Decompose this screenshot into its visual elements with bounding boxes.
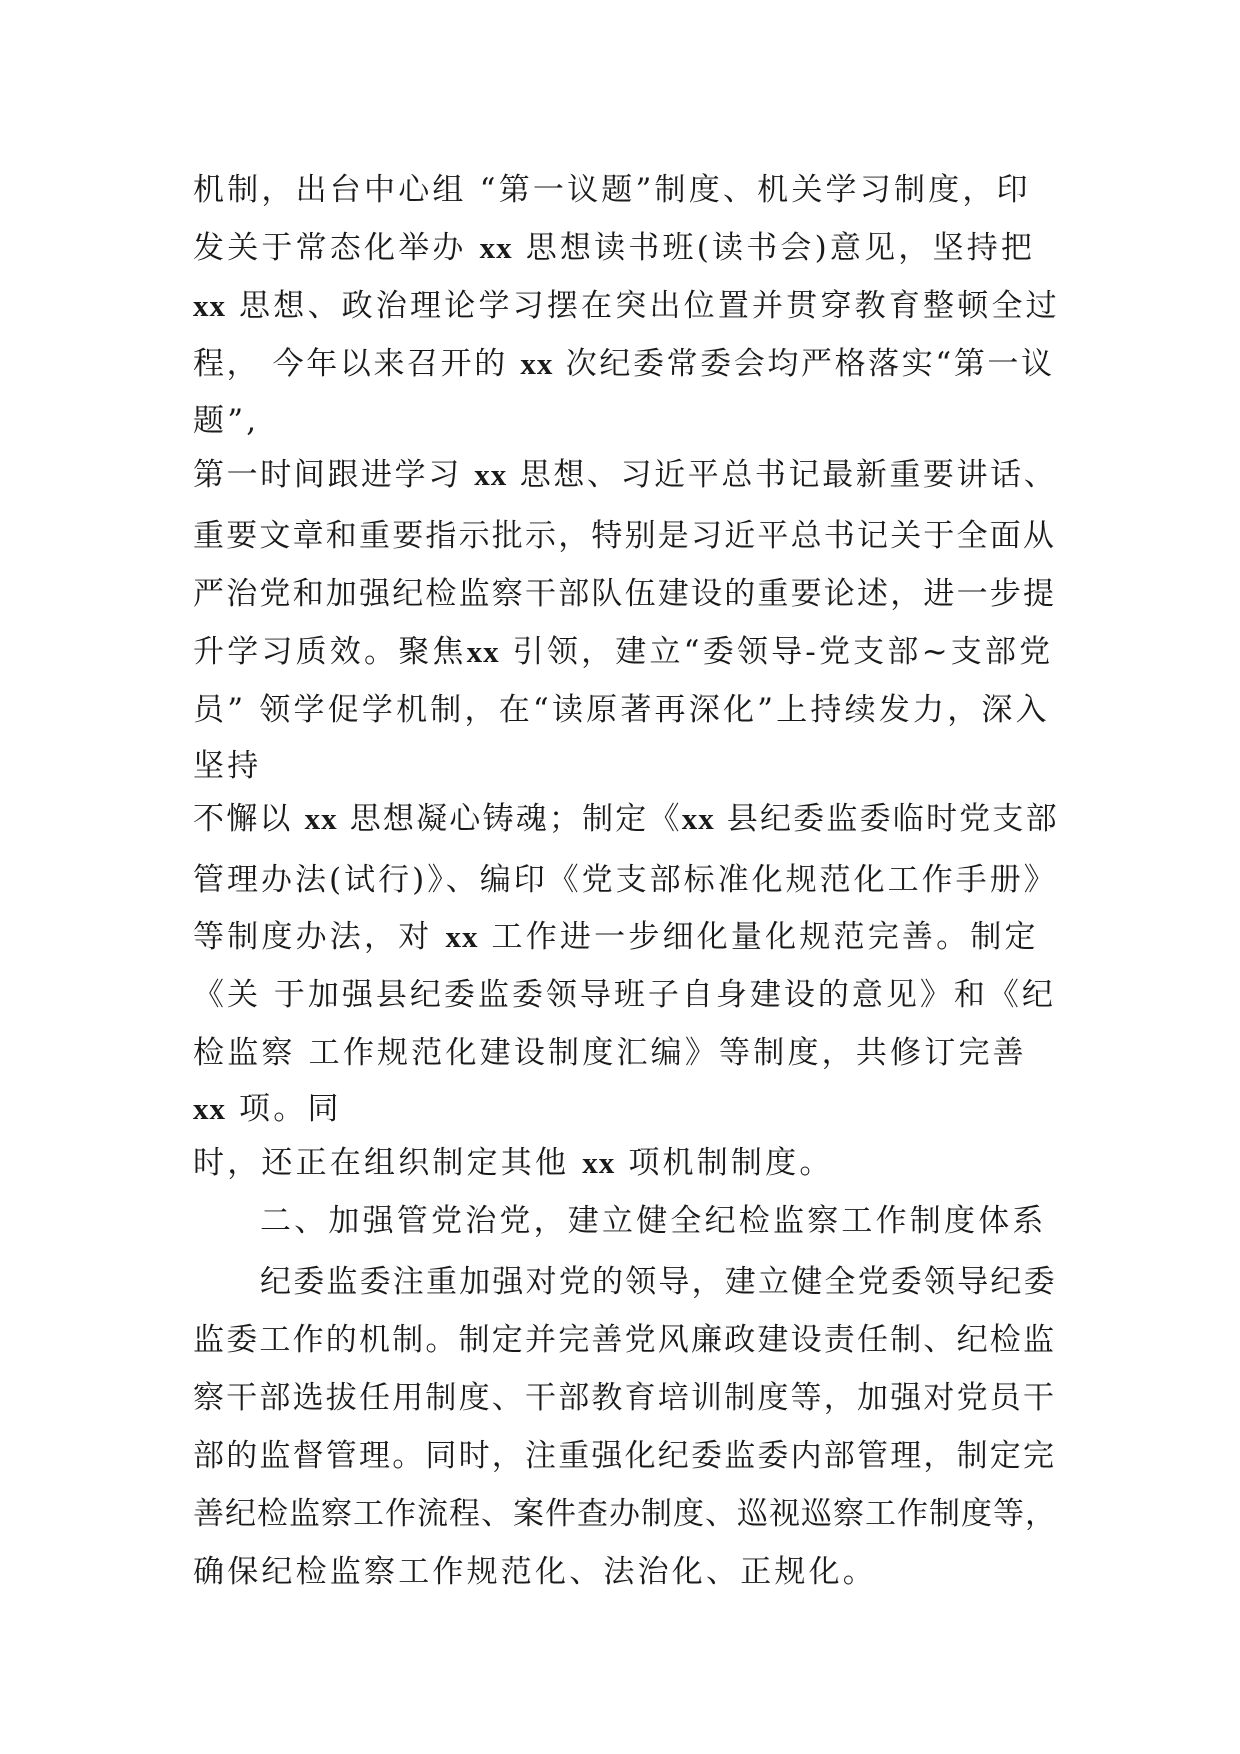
paragraph-line: [193, 228, 1035, 268]
placeholder-xx: xx: [479, 230, 513, 265]
paragraph-line: [193, 1320, 1056, 1360]
placeholder-xx: xx: [304, 801, 338, 836]
line-text: 确保纪检监察工作规范化、法治化、正规化。: [193, 1554, 877, 1590]
section-heading: [260, 1201, 1047, 1241]
paragraph-line: [193, 917, 1039, 957]
paragraph-line: [193, 690, 1050, 730]
line-text: 检监察 工作规范化建设制度汇编》等制度，共修订完善: [193, 1035, 1027, 1071]
paragraph-line: [193, 286, 1060, 326]
paragraph-line: [193, 574, 1056, 614]
placeholder-xx: xx: [445, 919, 479, 954]
paragraph-line: [193, 799, 1059, 839]
line-text: 程， 今年以来召开的: [193, 346, 521, 382]
line-text: 发关于常态化举办: [193, 230, 480, 266]
paragraph-line: [193, 170, 1031, 210]
line-text: 严治党和加强纪检监察干部队伍建设的重要论述，进一步提: [193, 576, 1057, 612]
line-text: 不懈以: [193, 801, 305, 837]
paragraph-line: [193, 746, 261, 786]
line-text: 监委工作的机制。制定并完善党风廉政建设责任制、纪检监: [193, 1322, 1057, 1358]
paragraph-line: [193, 401, 259, 441]
line-text: 重要文章和重要指示批示，特别是习近平总书记关于全面从: [193, 518, 1057, 554]
paragraph-line: [193, 1378, 1056, 1418]
paragraph-line: [193, 1143, 834, 1183]
paragraph-line: [193, 455, 1057, 495]
placeholder-xx: xx: [193, 1091, 226, 1126]
paragraph-line: [193, 975, 1056, 1015]
line-text: 机制，出台中心组 “第一议题”制度、机关学习制度，印: [193, 172, 1031, 208]
line-text: 项机制制度。: [615, 1145, 834, 1181]
paragraph-line: [193, 1436, 1056, 1476]
line-text: 员” 领学促学机制，在“读原著再深化”上持续发力，深入: [193, 692, 1050, 728]
line-text: 引领，建立“委领导-党支部~支部党: [499, 634, 1054, 670]
paragraph-line: [193, 1494, 1057, 1534]
line-text: 项。同: [226, 1091, 342, 1127]
paragraph-line: [193, 516, 1056, 556]
line-text: 升学习质效。聚焦: [193, 634, 467, 670]
line-text: 思想、习近平总书记最新重要讲话、: [507, 457, 1058, 493]
heading-text: 二、加强管党治党，建立健全纪检监察工作制度体系: [260, 1203, 1047, 1239]
line-text: 思想凝心铸魂；制定《: [337, 801, 682, 837]
line-text: 时，还正在组织制定其他: [193, 1145, 583, 1181]
paragraph-line: [193, 1552, 877, 1592]
line-text: 纪委监委注重加强对党的领导，建立健全党委领导纪委: [260, 1264, 1057, 1300]
line-text: 第一时间跟进学习: [193, 457, 475, 493]
paragraph-line: [193, 1033, 1027, 1073]
placeholder-xx: xx: [681, 801, 715, 836]
line-text: 等制度办法，对: [193, 919, 446, 955]
line-text: 部的监督管理。同时，注重强化纪委监委内部管理，制定完: [193, 1438, 1057, 1474]
placeholder-xx: xx: [520, 346, 554, 381]
paragraph-line: [260, 1262, 1057, 1302]
line-text: 坚持: [193, 748, 262, 784]
line-text: 管理办法(试行)》、编印《党支部标准化规范化工作手册》: [193, 862, 1058, 898]
line-text: 善纪检监察工作流程、案件查办制度、巡视巡察工作制度等，: [193, 1496, 1057, 1532]
line-text: 工作进一步细化量化规范完善。制定: [478, 919, 1039, 955]
line-text: 题”,: [193, 403, 260, 439]
paragraph-line: [193, 860, 1058, 900]
line-text: 察干部选拔任用制度、干部教育培训制度等，加强对党员干: [193, 1380, 1057, 1416]
placeholder-xx: xx: [193, 288, 226, 323]
placeholder-xx: xx: [474, 457, 508, 492]
line-text: 思想、政治理论学习摆在突出位置并贯穿教育整顿全过: [226, 288, 1060, 324]
line-text: 思想读书班(读书会)意见，坚持把: [512, 230, 1036, 266]
placeholder-xx: xx: [582, 1145, 616, 1180]
paragraph-line: [193, 632, 1053, 672]
placeholder-xx: xx: [466, 634, 500, 669]
line-text: 《关 于加强县纪委监委领导班子自身建设的意见》和《纪: [193, 977, 1056, 1013]
line-text: 县纪委监委临时党支部: [714, 801, 1059, 837]
line-text: 次纪委常委会均严格落实“第一议: [553, 346, 1055, 382]
paragraph-line: [193, 1089, 342, 1129]
paragraph-line: [193, 344, 1055, 384]
